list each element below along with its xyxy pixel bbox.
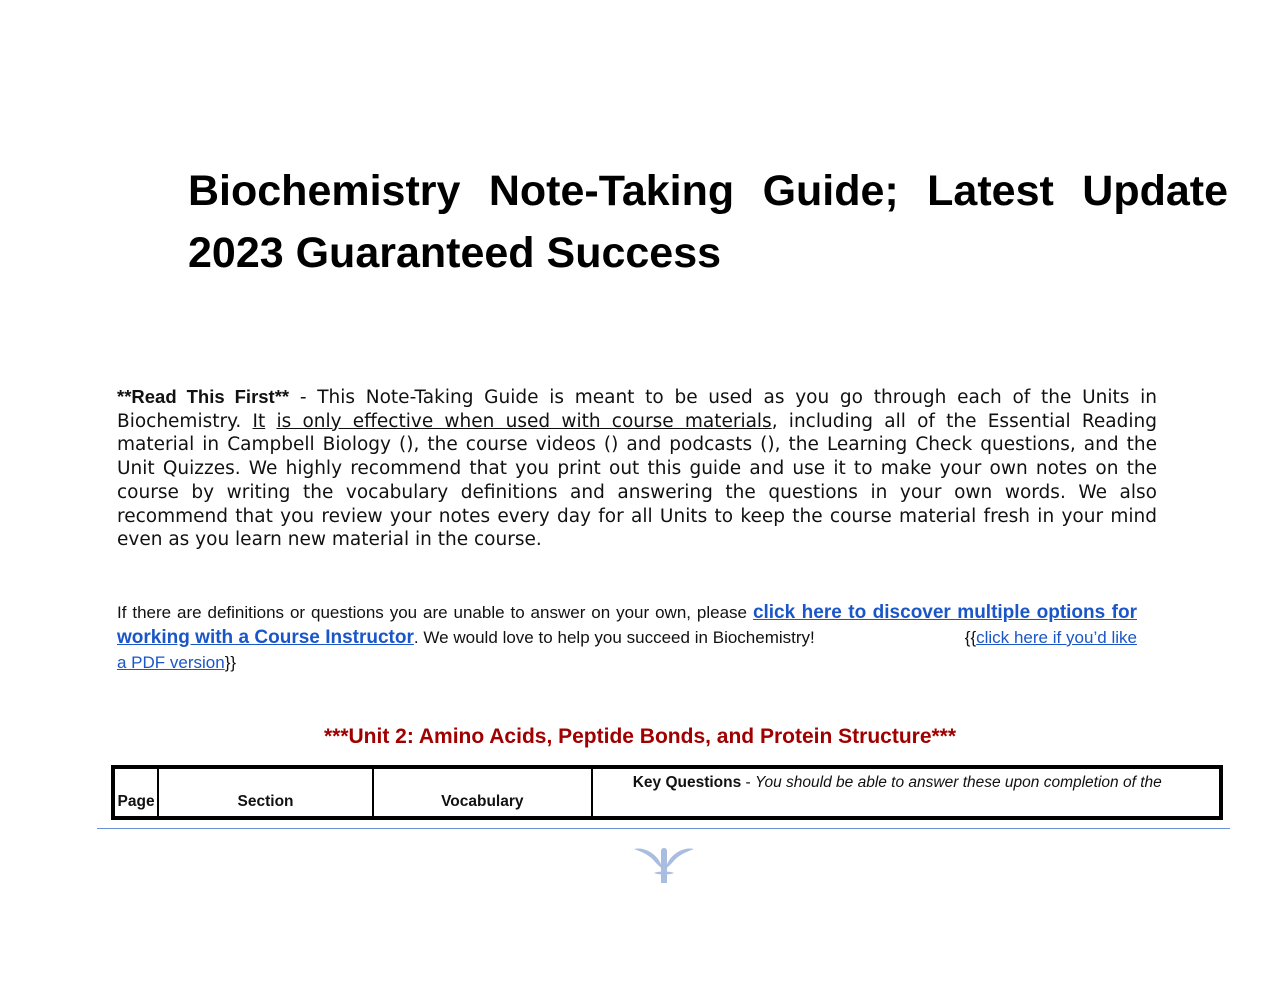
help-paragraph <box>117 600 1137 675</box>
footer-divider <box>97 828 1230 829</box>
help-text-2: . We would love to help you succeed in Biochemistry! <box>413 628 815 647</box>
help-text-1: If there are definitions or questions you are unable to answer on your own, please <box>117 603 753 622</box>
intro-paragraph <box>117 385 1157 552</box>
key-questions-label: Key Questions <box>632 774 742 791</box>
intro-space <box>265 411 276 432</box>
key-questions-dash: - <box>741 774 756 791</box>
read-this-first-label: **Read This First** <box>117 386 290 407</box>
column-header-page: Page <box>113 767 158 818</box>
table-header-row <box>113 767 1221 818</box>
column-header-key-questions <box>592 767 1221 818</box>
unit-heading: ***Unit 2: Amino Acids, Peptide Bonds, and Protein Structure*** <box>323 725 957 748</box>
column-header-vocabulary: Vocabulary <box>373 767 592 818</box>
column-header-section: Section <box>158 767 373 818</box>
key-questions-instructions: You should be able to answer these upon completion of the <box>755 774 1162 791</box>
intro-body-text: , including all of the Essential Reading material in Campbell Biology (), the course videos () and podcasts (), the Learning Check questions, and the Unit Quizzes. We highly recommend that you print out this guide and use it to make your own notes on the course by writing the vocabulary definitions and answering the questions in your own words. We also recommend that you review your notes every day for all Units to keep the course material fresh in your mind even as you learn new material in the course. <box>117 410 1157 551</box>
intro-lead-text: - This Note-Taking Guide is meant to be used as you go through each of the Units in Biochemistry. <box>117 387 1157 432</box>
intro-underline-effective: is only effective when used with course materials <box>276 410 772 432</box>
pdf-open-braces: {{ <box>964 628 977 647</box>
notes-table <box>111 765 1223 820</box>
pdf-version-link[interactable]: click here if you’d like a PDF version <box>117 628 1137 672</box>
intro-underline-it: It <box>252 410 266 432</box>
pdf-close-braces: }} <box>224 653 237 672</box>
bird-logo-icon <box>634 843 694 883</box>
course-instructor-link[interactable]: click here to discover multiple options for working with a Course Instructor <box>117 602 1138 648</box>
document-title: Biochemistry Note-Taking Guide; Latest Update 2023 Guaranteed Success <box>188 167 1228 277</box>
